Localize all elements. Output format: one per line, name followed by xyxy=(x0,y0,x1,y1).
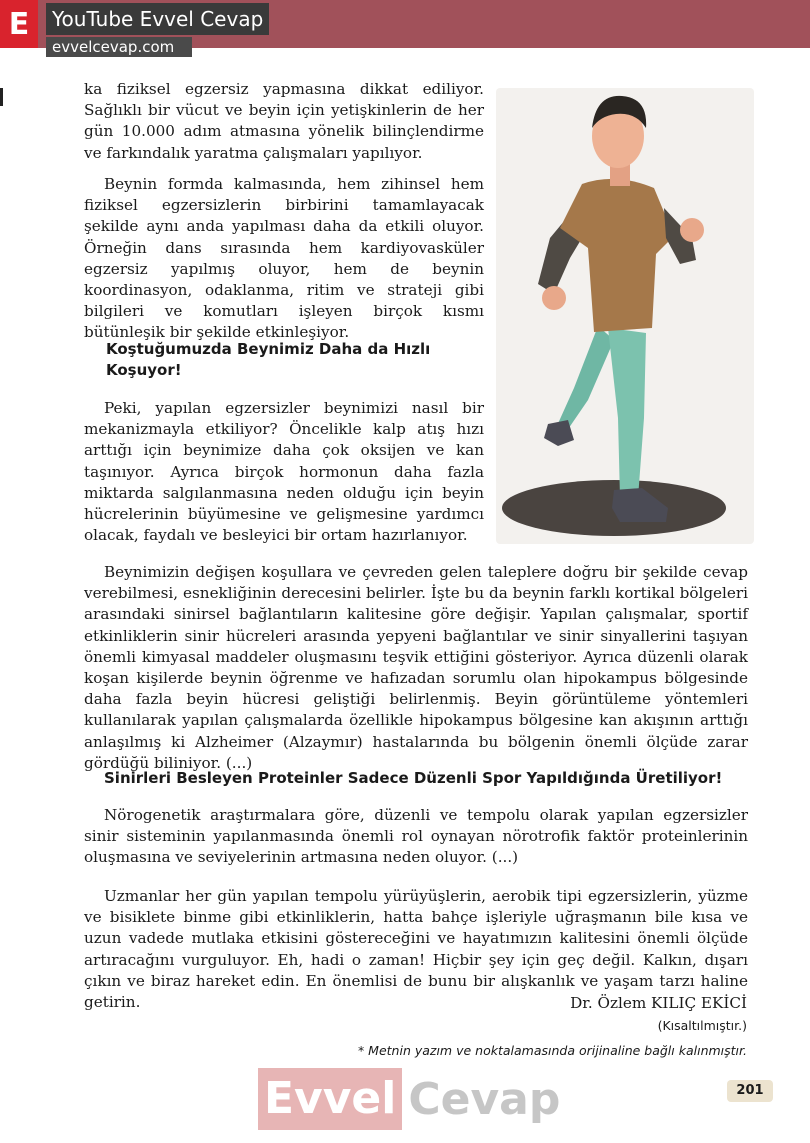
heading-1 xyxy=(106,339,486,381)
evvel-cevap-logo xyxy=(258,1068,560,1130)
margin-mark xyxy=(0,88,3,106)
heading-1-line1: Koştuğumuzda Beynimiz Daha da Hızlı xyxy=(106,340,431,358)
paragraph-4: Beynimizin değişen koşullara ve çevreden gelen taleplere doğru bir şekilde cevap verebilmesi, esnekliğinin derecesini belirler. İşte bu da beynin farklı kortikal bölgeleri arasındaki sinirsel bağlantıların kalitesine göre değişir. Yapılan çalışmalar, sportif etkinliklerin sinir hücreleri arasında yepyeni bağlantılar ve sinir sinyallerini taşıyan önemli kimyasal maddeler oluşmasını teşvik ettiğini gösteriyor. Ayrıca düzenli olarak koşan kişilerde beynin öğrenme ve hafızadan sorumlu olan hipokampus bölgesinde daha fazla beyin hücresi geliştiği belirlenmiş. Beyin görüntüleme yöntemleri kullanılarak yapılan çalışmalarda özellikle hipokampus bölgesine kan akışının arttığı anlaşılmış ki Alzheimer (Alzaymır) hastalarında bu bölgenin önemli ölçüde zarar gördüğü biliniyor. (...) xyxy=(84,563,748,772)
paragraph-5: Nörogenetik araştırmalara göre, düzenli ve tempolu olarak yapılan egzersizler sinir sisteminin yapılanmasında önemli rol oynayan nörotrofik faktör proteinlerinin oluşmasına ve seviyelerinin artmasına neden oluyor. (...) xyxy=(84,806,748,867)
heading-1-line2: Koşuyor! xyxy=(106,361,182,379)
running-boy-illustration xyxy=(496,88,754,544)
author-name: Dr. Özlem KILIÇ EKİCİ xyxy=(570,994,747,1012)
heading-2: Sinirleri Besleyen Proteinler Sadece Düzenli Spor Yapıldığında Üretiliyor! xyxy=(104,769,723,787)
paragraph-1: ka fiziksel egzersiz yapmasına dikkat ediliyor. Sağlıklı bir vücut ve beyin için yetişkinlerin de her gün 10.000 adım atmasına yönelik bilinçlendirme ve farkındalık yaratma çalışmaları yapılıyor. xyxy=(84,80,484,162)
footnote: * Metnin yazım ve noktalamasında orijinaline bağlı kalınmıştır. xyxy=(357,1043,747,1058)
abridged-note: (Kısaltılmıştır.) xyxy=(657,1018,747,1033)
logo-rest-text: Cevap xyxy=(408,1073,561,1125)
page-number: 201 xyxy=(727,1080,773,1102)
logo-box-text: Evvel xyxy=(258,1068,402,1130)
site-link[interactable]: evvelcevap.com xyxy=(46,37,192,57)
paragraph-3: Peki, yapılan egzersizler beynimizi nasıl bir mekanizmayla etkiliyor? Öncelikle kalp atış hızı arttığı için beynimize daha çok oksijen ve kan taşınıyor. Ayrıca birçok hormonun daha fazla miktarda salgılanmasına neden olduğu için beyin hücrelerinin büyümesine ve gelişmesine yardımcı olacak, faydalı ve besleyici bir ortam hazırlanıyor. xyxy=(84,399,484,545)
channel-title: YouTube Evvel Cevap xyxy=(46,3,269,35)
paragraph-2: Beynin formda kalmasında, hem zihinsel hem fiziksel egzersizlerin birbirini tamamlayacak şekilde aynı anda yapılması daha da etkili oluyor. Örneğin dans sırasında hem kardiyovasküler egzersiz yapılmış oluyor, hem de beynin koordinasyon, odaklanma, ritim ve strateji gibi bilgileri ve komutları işleyen birçok kısmı bütünleşik bir şekilde etkinleşiyor. xyxy=(84,175,484,342)
paragraph-6: Uzmanlar her gün yapılan tempolu yürüyüşlerin, aerobik tipi egzersizlerin, yüzme ve bisiklete binme gibi etkinliklerin, hatta bahçe işleriyle uğraşmanın bile kısa ve uzun vadede mutlaka etkisini göstereceğini ve hayatımızın kalitesini önemli ölçüde artıracağını vurguluyor. Eh, hadi o zaman! Hiçbir şey için geç değil. Kalkın, dışarı çıkın ve biraz hareket edin. En önemlisi de bunu bir alışkanlık ve yaşam tarzı haline getirin. xyxy=(84,887,748,1012)
runner-icon xyxy=(496,88,754,544)
brand-logo: E xyxy=(0,0,38,48)
